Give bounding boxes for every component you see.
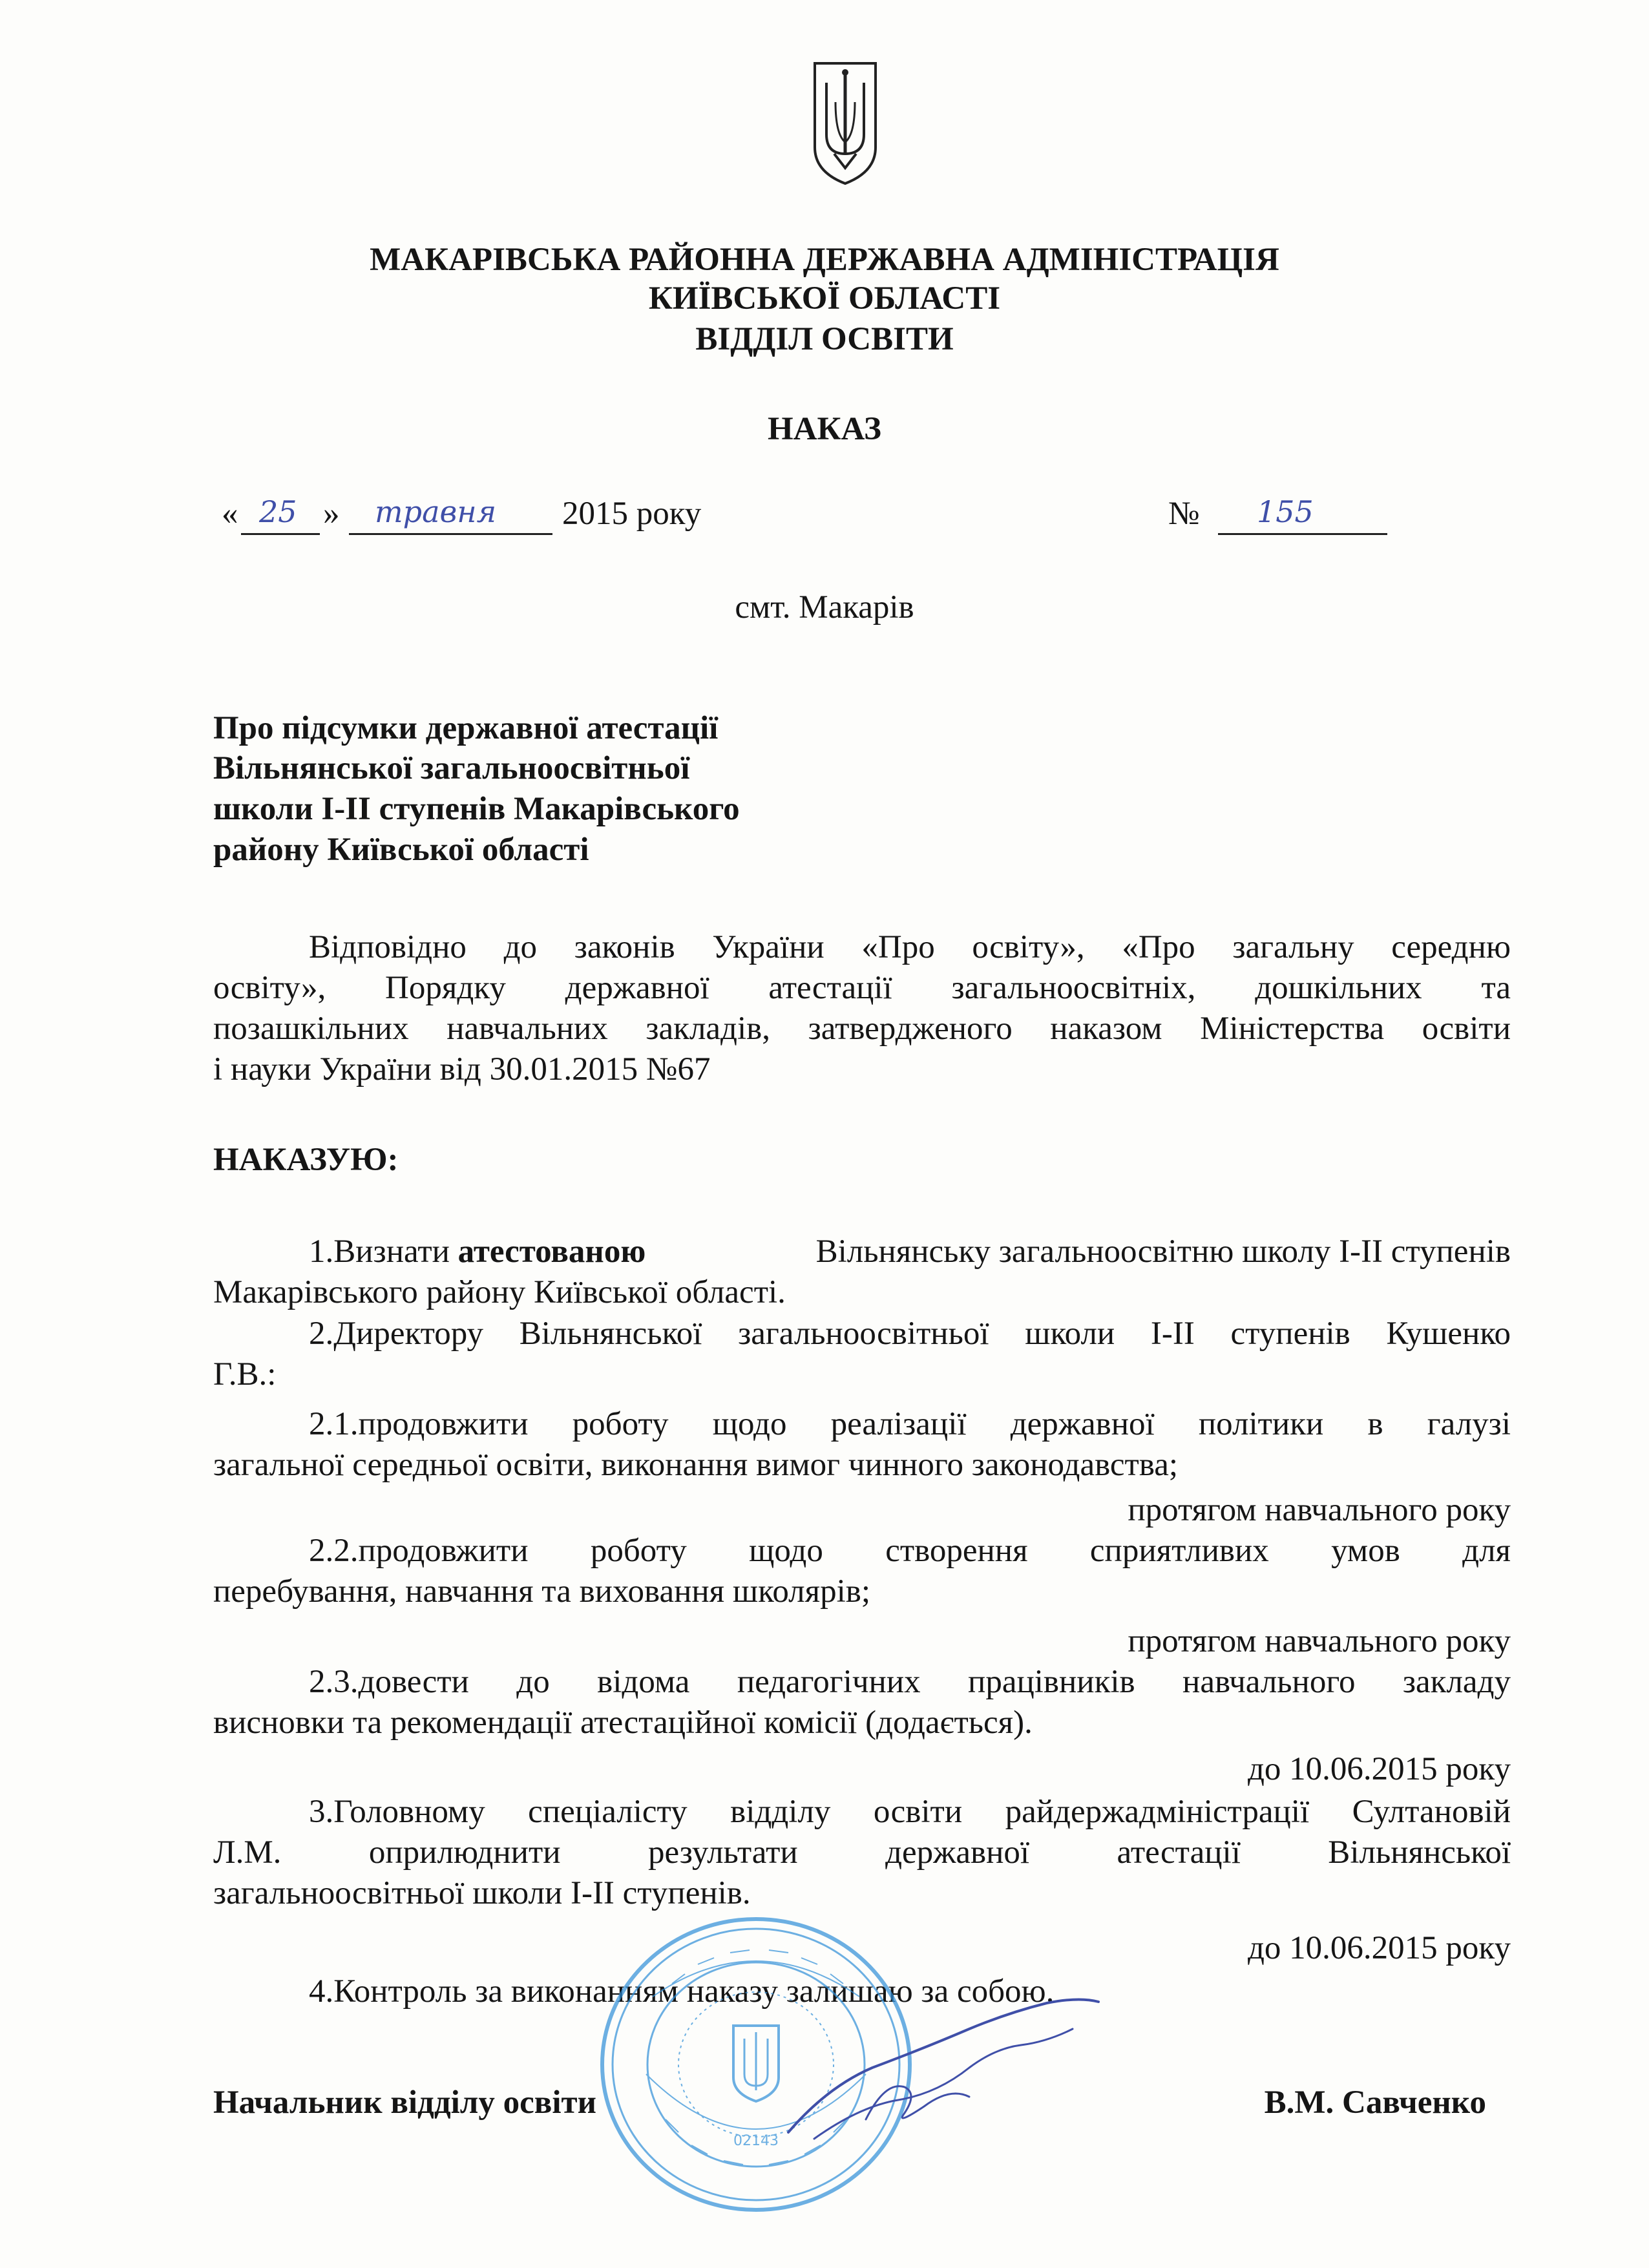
- date-month-handwritten: травня: [375, 494, 497, 529]
- date-year: 2015 року: [562, 496, 702, 532]
- header-line-1: МАКАРІВСЬКА РАЙОННА ДЕРЖАВНА АДМІНІСТРАЦІЯ: [370, 242, 1279, 278]
- item-2-1-term: протягом навчального року: [1128, 1492, 1511, 1528]
- handwritten-signature: [775, 1990, 1111, 2158]
- item-2-2-line-2: перебування, навчання та виховання школярів;: [213, 1573, 870, 1610]
- header-line-2: КИЇВСЬКОЇ ОБЛАСТІ: [648, 280, 1001, 317]
- item-2-3-term: до 10.06.2015 року: [1247, 1751, 1511, 1787]
- item-1-text-a: 1.Визнати: [309, 1234, 458, 1270]
- stamp-code: 02143: [733, 2133, 779, 2149]
- order-word: НАКАЗ: [768, 411, 881, 447]
- item-2-3-line-1: 2.3.довести до відома педагогічних працівників навчального закладу: [309, 1664, 1511, 1700]
- date-open-quote: «: [222, 496, 238, 532]
- date-day-handwritten: 25: [259, 494, 297, 529]
- item-3-line-1: 3.Головному спеціалісту відділу освіти райдержадміністрації Султановій: [309, 1794, 1511, 1830]
- date-day-field: [241, 493, 320, 535]
- item-2-2-line-1: 2.2.продовжити роботу щодо створення сприятливих умов для: [309, 1533, 1511, 1569]
- item-2-1-line-1: 2.1.продовжити роботу щодо реалізації державної політики в галузі: [309, 1406, 1511, 1442]
- place: смт. Макарів: [735, 589, 914, 625]
- item-3-line-2: Л.М. оприлюднити результати державної атестації Вільнянської: [213, 1834, 1511, 1871]
- item-3-line-3: загальноосвітньої школи І-ІІ ступенів.: [213, 1875, 751, 1911]
- item-2-1-line-2: загальної середньої освіти, виконання вимог чинного законодавства;: [213, 1447, 1179, 1483]
- coat-of-arms-icon: [810, 57, 881, 186]
- item-2-line-2: Г.В.:: [213, 1356, 277, 1392]
- preamble-line-2: освіту», Порядку державної атестації загальноосвітніх, дошкільних та: [213, 970, 1511, 1006]
- date-month-field: [349, 493, 552, 535]
- item-2-line-1: 2.Директору Вільнянської загальноосвітньої школи І-ІІ ступенів Кушенко: [309, 1316, 1511, 1352]
- preamble-line-1: Відповідно до законів України «Про освіту», «Про загальну середню: [309, 929, 1511, 965]
- signature-name: В.М. Савченко: [1264, 2084, 1486, 2121]
- item-1-line-2: Макарівського району Київської області.: [213, 1274, 786, 1310]
- header-line-3: ВІДДІЛ ОСВІТИ: [695, 321, 954, 357]
- preamble-line-4: і науки України від 30.01.2015 №67: [213, 1051, 711, 1087]
- subject-line-3: школи І-ІІ ступенів Макарівського: [213, 791, 740, 827]
- item-1-text-b: Вільнянську загальноосвітню школу І-ІІ ступенів: [807, 1234, 1511, 1270]
- item-4: 4.Контроль за виконанням наказу залишаю за собою.: [309, 1973, 1055, 2010]
- subject-line-2: Вільнянської загальноосвітньої: [213, 750, 690, 786]
- preamble-line-3: позашкільних навчальних закладів, затвердженого наказом Міністерства освіти: [213, 1011, 1511, 1047]
- number-sign: №: [1168, 496, 1200, 532]
- subject-line-4: району Київської області: [213, 832, 589, 868]
- signature-position: Начальник відділу освіти: [213, 2084, 596, 2121]
- order-number-handwritten: 155: [1257, 494, 1314, 529]
- subject-line-1: Про підсумки державної атестації: [213, 710, 719, 746]
- item-1-bold: атестованою: [457, 1234, 646, 1270]
- date-close-quote: »: [323, 496, 340, 532]
- item-1-line-1: [309, 1231, 1511, 1272]
- order-number-field: [1218, 493, 1387, 535]
- item-2-3-line-2: висновки та рекомендації атестаційної комісії (додається).: [213, 1705, 1033, 1741]
- item-3-term: до 10.06.2015 року: [1247, 1930, 1511, 1966]
- order-heading: НАКАЗУЮ:: [213, 1142, 399, 1178]
- item-2-2-term: протягом навчального року: [1128, 1623, 1511, 1659]
